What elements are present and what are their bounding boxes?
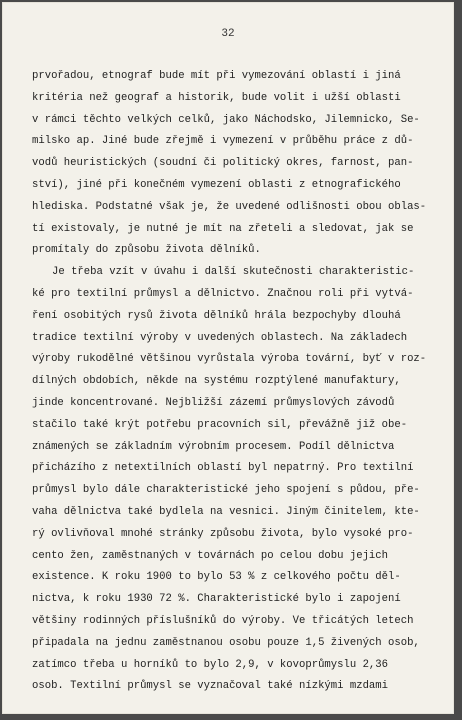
text-line: vaha dělnictva také bydlela na vesnici. Jiným činitelem, kte-: [32, 505, 420, 518]
page-number: 32: [221, 28, 235, 40]
text-line: známených se základním výrobním procesem. Podíl dělnictva: [32, 440, 395, 453]
text-line: průmysl bylo dále charakteristické jeho spojení s půdou, pře-: [32, 484, 420, 497]
text-line: ření osobitých rysů života dělníků hrála bezpochyby dlouhá: [32, 309, 401, 322]
text-line: jinde koncentrované. Nejbližší zázemí průmyslových závodů: [32, 396, 395, 409]
text-line: zatímco třeba u horníků to bylo 2,9, v kovoprůmyslu 2,36: [32, 658, 389, 671]
text-line: dílných obdobích, někde na systému rozptýlené manufaktury,: [32, 375, 401, 388]
text-line: vodů heuristických (soudní či politický okres, farnost, pan-: [32, 157, 414, 170]
text-line: přicházího z netextilních oblastí byl nepatrný. Pro textilní: [32, 462, 414, 475]
text-line: existence. K roku 1900 to bylo 53 % z celkového počtu děl-: [32, 571, 401, 584]
text-line: osob. Textilní průmysl se vyznačoval také nízkými mzdami: [32, 680, 389, 693]
text-line: připadala na jednu zaměstnanou osobu pouze 1,5 živených osob,: [32, 636, 420, 649]
text-line: Je třeba vzít v úvahu i další skutečnosti charakteristic-: [52, 266, 415, 279]
text-line: cento žen, zaměstnaných v továrnách po celou dobu jejich: [32, 549, 389, 562]
text-line: tí existovaly, je nutné je mít na zřeteli a sledovat, jak se: [32, 222, 414, 235]
text-line: v rámci těchto velkých celků, jako Náchodsko, Jilemnicko, Se-: [32, 113, 420, 126]
body-text: [32, 66, 427, 698]
text-line: tradice textilní výroby v uvedených oblastech. Na základech: [32, 331, 408, 344]
text-line: milsko ap. Jiné bude zřejmě i vymezení v průběhu práce z dů-: [32, 135, 414, 148]
text-line: stačilo také krýt potřebu pracovních sil, převážně již obe-: [32, 418, 408, 431]
text-line: kritéria než geograf a historik, bude volit i užší oblasti: [32, 91, 401, 104]
text-line: promítaly do způsobu života dělníků.: [32, 244, 261, 257]
text-line: ké pro textilní průmysl a dělnictvo. Značnou roli při vytvá-: [32, 287, 414, 300]
text-line: ství), jiné při konečném vymezení oblasti z etnografického: [32, 178, 401, 191]
text-line: prvořadou, etnograf bude mít při vymezování oblastí i jiná: [32, 70, 401, 82]
text-line: rý ovlivňoval mnohé stránky způsobu života, bylo vysoké pro-: [32, 527, 414, 540]
text-line: většiny rodinných příslušníků do výroby. Ve třicátých letech: [32, 614, 414, 627]
text-line: výroby rukodělné většinou vyrůstala výroba tovární, byť v roz-: [32, 353, 427, 366]
text-line: nictva, k roku 1930 72 %. Charakteristické bylo i zapojení: [32, 593, 401, 606]
document-page: [2, 2, 454, 714]
text-line: hlediska. Podstatné však je, že uvedené odlišnosti obou oblas-: [32, 200, 427, 213]
